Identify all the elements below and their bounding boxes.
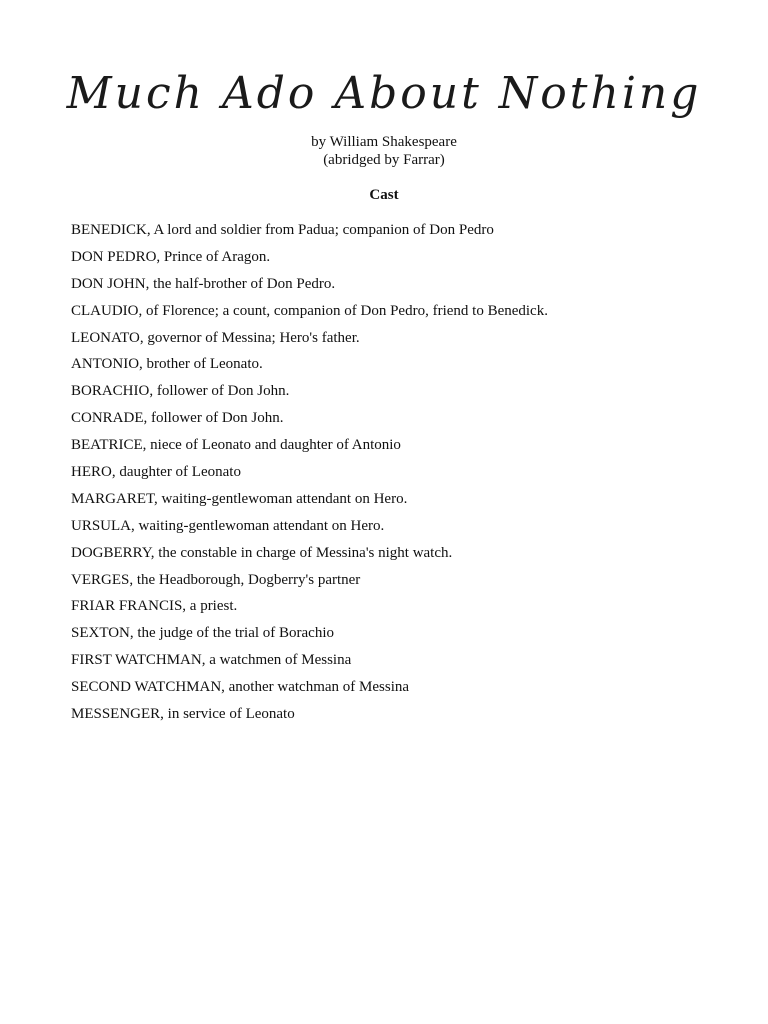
cast-heading: Cast	[369, 187, 399, 203]
page-title: Much Ado About Nothing	[66, 68, 702, 119]
cast-item: FIRST WATCHMAN, a watchmen of Messina	[71, 652, 352, 669]
byline	[0, 133, 768, 169]
cast-item: ANTONIO, brother of Leonato.	[71, 356, 263, 373]
cast-item: BENEDICK, A lord and soldier from Padua; companion of Don Pedro	[71, 222, 494, 238]
cast-item: SECOND WATCHMAN, another watchman of Messina	[71, 679, 410, 696]
byline-abridged: (abridged by Farrar)	[323, 152, 445, 168]
cast-item: CONRADE, follower of Don John.	[71, 410, 284, 427]
byline-author: by William Shakespeare	[311, 134, 457, 150]
cast-item: DON PEDRO, Prince of Aragon.	[71, 248, 271, 265]
cast-item: VERGES, the Headborough, Dogberry's partner	[71, 571, 361, 588]
cast-item: BORACHIO, follower of Don John.	[71, 383, 290, 400]
cast-item: BEATRICE, niece of Leonato and daughter of Antonio	[71, 437, 401, 454]
cast-item: CLAUDIO, of Florence; a count, companion of Don Pedro, friend to Benedick.	[71, 302, 548, 319]
cast-item: URSULA, waiting-gentlewoman attendant on Hero.	[71, 517, 385, 534]
cast-item: SEXTON, the judge of the trial of Borachio	[71, 625, 334, 642]
cast-item: LEONATO, governor of Messina; Hero's father.	[71, 329, 360, 346]
cast-item: DOGBERRY, the constable in charge of Messina's night watch.	[71, 544, 453, 561]
cast-item: MARGARET, waiting-gentlewoman attendant on Hero.	[71, 490, 408, 507]
cast-item: DON JOHN, the half-brother of Don Pedro.	[71, 275, 336, 292]
cast-item: HERO, daughter of Leonato	[71, 464, 241, 481]
cast-list	[71, 221, 731, 732]
cast-item: FRIAR FRANCIS, a priest.	[71, 598, 238, 615]
cast-item: MESSENGER, in service of Leonato	[71, 706, 295, 723]
